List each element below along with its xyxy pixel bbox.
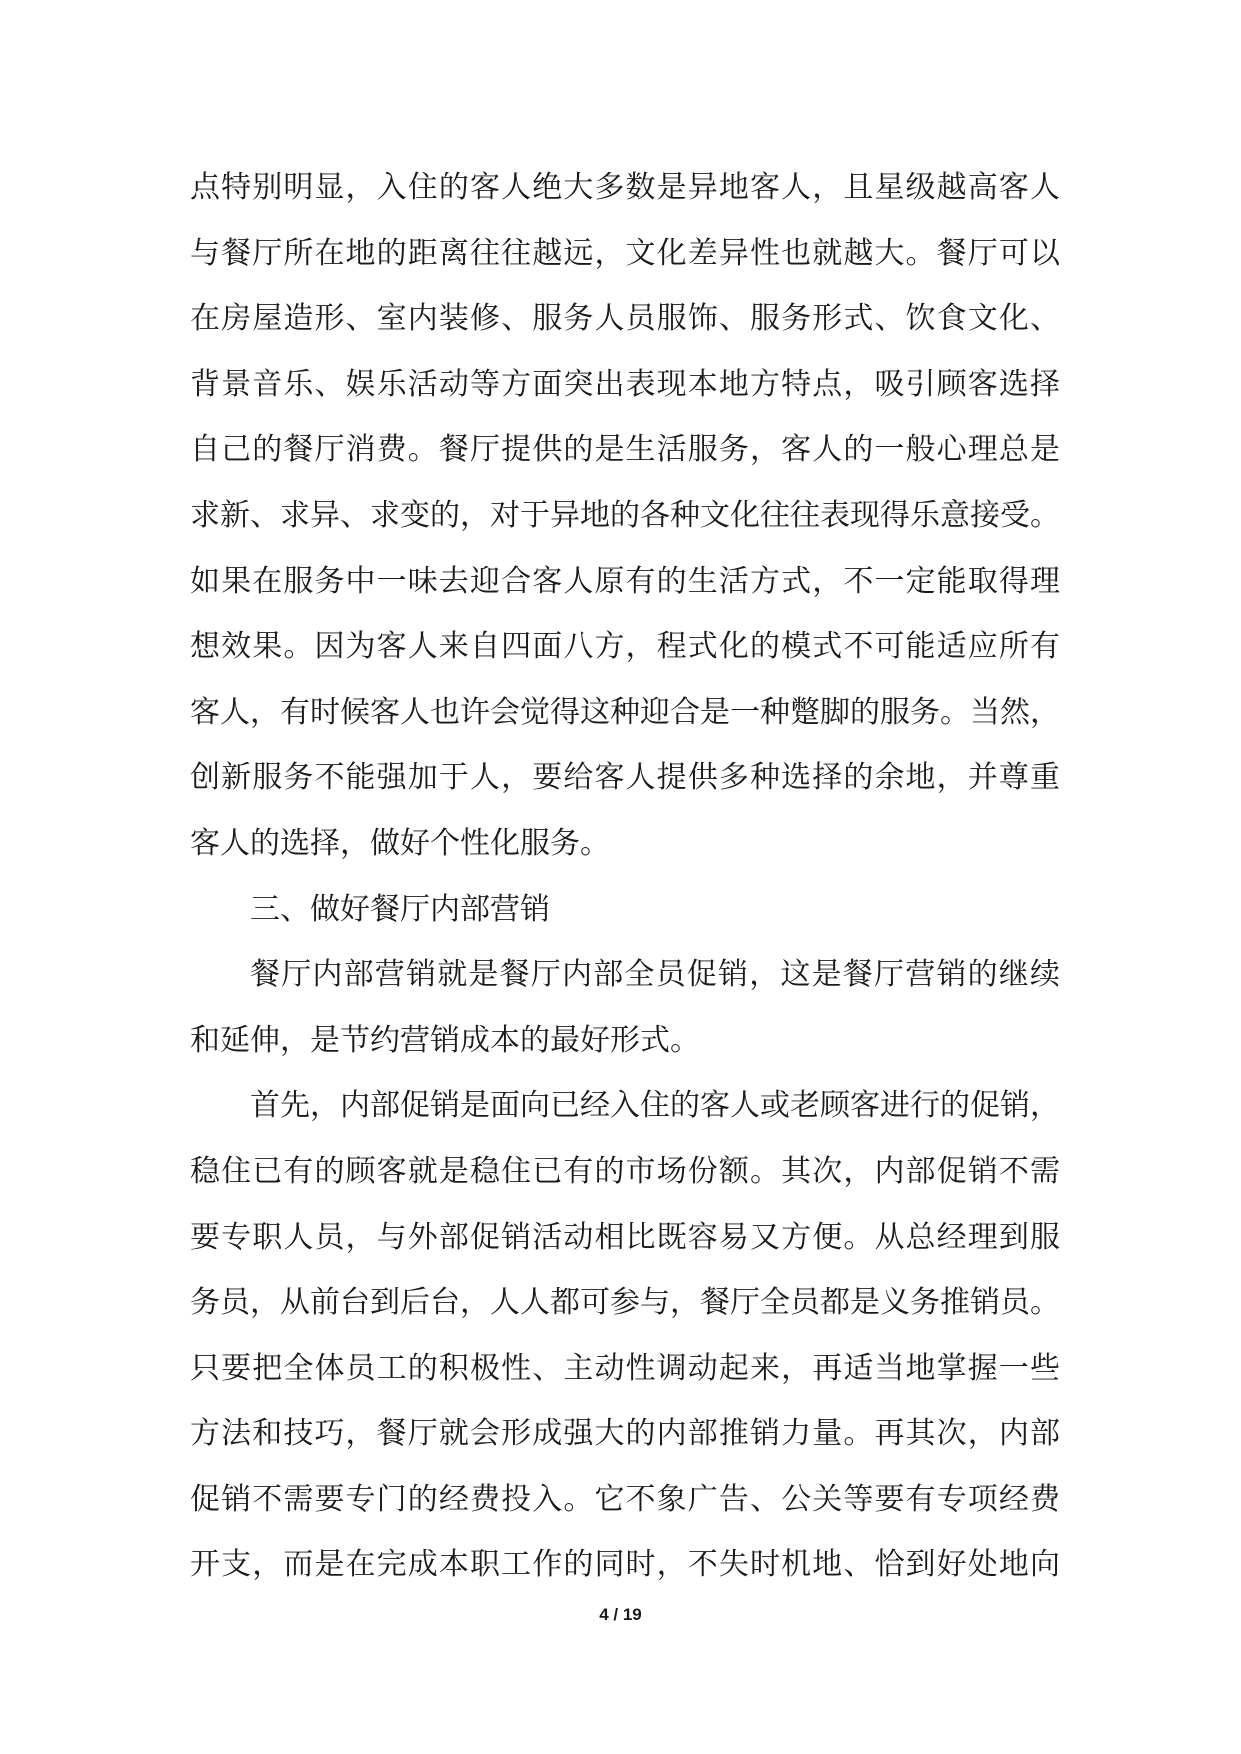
page-number: 4 / 19 xyxy=(599,1605,642,1624)
text-line: 求新、求异、求变的，对于异地的各种文化往往表现得乐意接受。 xyxy=(190,497,1060,533)
text-line: 与餐厅所在地的距离往往越远，文化差异性也就越大。餐厅可以 xyxy=(190,235,1060,271)
text-line: 在房屋造形、室内装修、服务人员服饰、服务形式、饮食文化、 xyxy=(190,301,1060,337)
text-line: 要专职人员，与外部促销活动相比既容易又方便。从总经理到服 xyxy=(190,1219,1060,1255)
text-line: 客人的选择，做好个性化服务。 xyxy=(190,825,610,861)
section-heading: 三、做好餐厅内部营销 xyxy=(250,891,550,927)
text-line: 促销不需要专门的经费投入。它不象广告、公关等要有专项经费 xyxy=(190,1481,1060,1517)
text-line: 首先，内部促销是面向已经入住的客人或老顾客进行的促销， xyxy=(250,1088,1060,1124)
text-line: 开支，而是在完成本职工作的同时，不失时机地、恰到好处地向 xyxy=(190,1547,1060,1583)
text-line: 方法和技巧，餐厅就会形成强大的内部推销力量。再其次，内部 xyxy=(190,1416,1060,1452)
text-line: 务员，从前台到后台，人人都可参与，餐厅全员都是义务推销员。 xyxy=(190,1285,1060,1321)
text-line: 创新服务不能强加于人，要给客人提供多种选择的余地，并尊重 xyxy=(190,760,1060,796)
text-line: 餐厅内部营销就是餐厅内部全员促销，这是餐厅营销的继续 xyxy=(250,957,1060,993)
text-line: 背景音乐、娱乐活动等方面突出表现本地方特点，吸引顾客选择 xyxy=(190,366,1060,402)
text-line: 如果在服务中一味去迎合客人原有的生活方式，不一定能取得理 xyxy=(190,563,1060,599)
text-line: 自己的餐厅消费。餐厅提供的是生活服务，客人的一般心理总是 xyxy=(190,432,1060,468)
text-line: 点特别明显，入住的客人绝大多数是异地客人，且星级越高客人 xyxy=(190,170,1060,205)
text-line: 客人，有时候客人也许会觉得这种迎合是一种蹩脚的服务。当然， xyxy=(190,694,1060,730)
text-line: 稳住已有的顾客就是稳住已有的市场份额。其次，内部促销不需 xyxy=(190,1153,1060,1189)
body-text xyxy=(190,155,1060,1598)
text-line: 和延伸，是节约营销成本的最好形式。 xyxy=(190,1022,700,1058)
text-line: 想效果。因为客人来自四面八方，程式化的模式不可能适应所有 xyxy=(190,629,1060,665)
text-line: 只要把全体员工的积极性、主动性调动起来，再适当地掌握一些 xyxy=(190,1350,1060,1386)
